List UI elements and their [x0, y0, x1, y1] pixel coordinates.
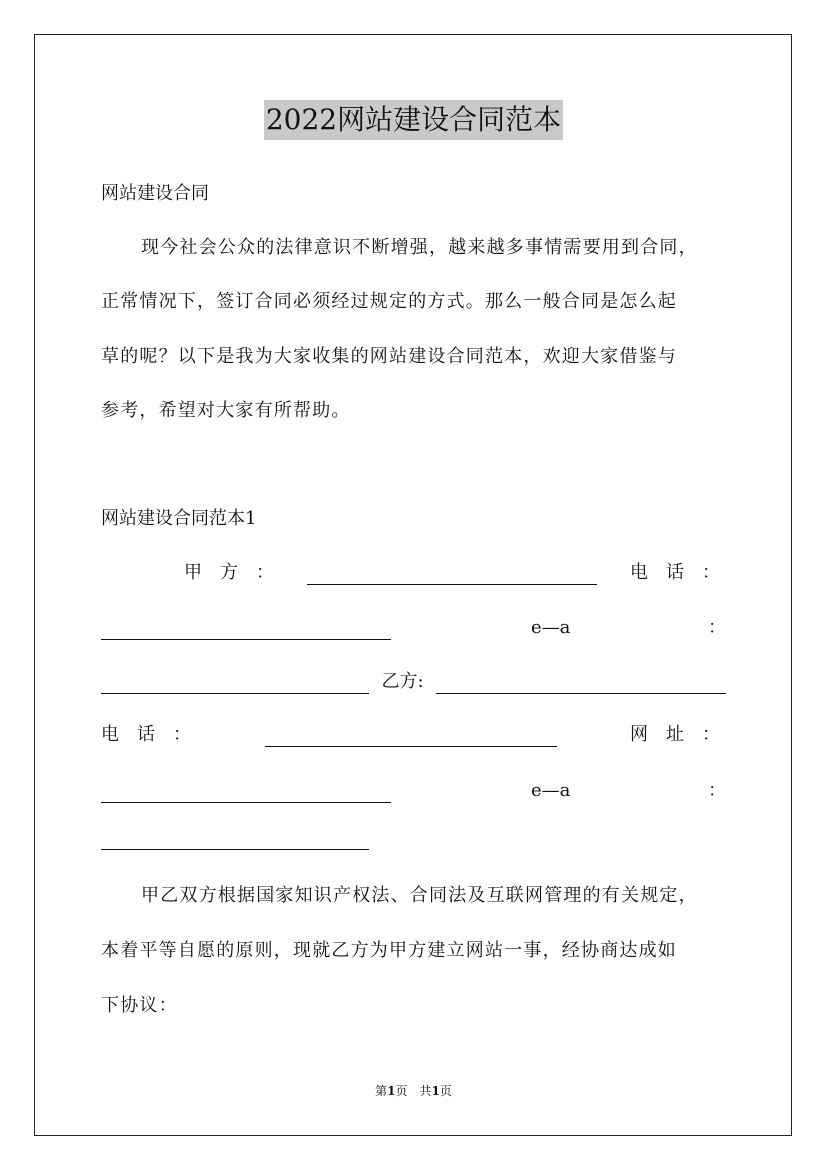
phone-b-blank[interactable] [265, 730, 557, 747]
email-label-b: e—a [531, 780, 571, 801]
footer-suffix: 页 [439, 1084, 452, 1098]
party-a-label: 甲 方 ： [184, 562, 274, 583]
email-colon-a: ： [708, 617, 726, 638]
document-title: 2022网站建设合同范本 [264, 100, 563, 140]
website-blank[interactable] [101, 786, 391, 803]
footer-page-number: 1 [387, 1084, 396, 1098]
phone-a-blank[interactable] [101, 623, 391, 640]
footer-page-total: 1 [431, 1084, 440, 1098]
email-a-blank[interactable] [101, 677, 369, 694]
agreement-line-2: 本着平等自愿的原则，现就乙方为甲方建立网站一事，经协商达成如 [101, 940, 677, 961]
section-heading-contract: 网站建设合同 [101, 183, 209, 204]
page-footer [0, 1083, 827, 1099]
party-b-label: 乙方: [381, 671, 424, 692]
form-row-party-a [184, 561, 720, 585]
footer-mid: 页 共 [395, 1084, 432, 1098]
agreement-line-3: 下协议： [101, 995, 178, 1016]
email-label-a: e—a [531, 617, 571, 638]
title-container [0, 100, 827, 140]
intro-line-4: 参考，希望对大家有所帮助。 [101, 400, 351, 421]
website-label: 网 址 ： [630, 724, 720, 745]
phone-label-b: 电 话 ： [101, 724, 191, 745]
intro-line-2: 正常情况下，签订合同必须经过规定的方式。那么一般合同是怎么起 [101, 291, 677, 312]
intro-line-3: 草的呢？以下是我为大家收集的网站建设合同范本，欢迎大家借鉴与 [101, 346, 677, 367]
party-b-blank[interactable] [436, 677, 726, 694]
section-heading-template-1: 网站建设合同范本1 [101, 508, 257, 529]
footer-prefix: 第 [375, 1084, 388, 1098]
email-colon-b: ： [708, 780, 726, 801]
form-row-email-a [101, 616, 726, 640]
party-a-blank[interactable] [307, 568, 597, 585]
email-b-blank[interactable] [101, 833, 369, 850]
form-row-email-b-blank [101, 833, 726, 850]
form-row-phone-b [101, 723, 720, 747]
agreement-line-1: 甲乙双方根据国家知识产权法、合同法及互联网管理的有关规定， [141, 885, 698, 906]
form-row-email-b [101, 779, 726, 803]
intro-line-1: 现今社会公众的法律意识不断增强，越来越多事情需要用到合同， [141, 237, 698, 258]
form-row-party-b [101, 670, 726, 694]
phone-label-a: 电 话 ： [630, 562, 720, 583]
